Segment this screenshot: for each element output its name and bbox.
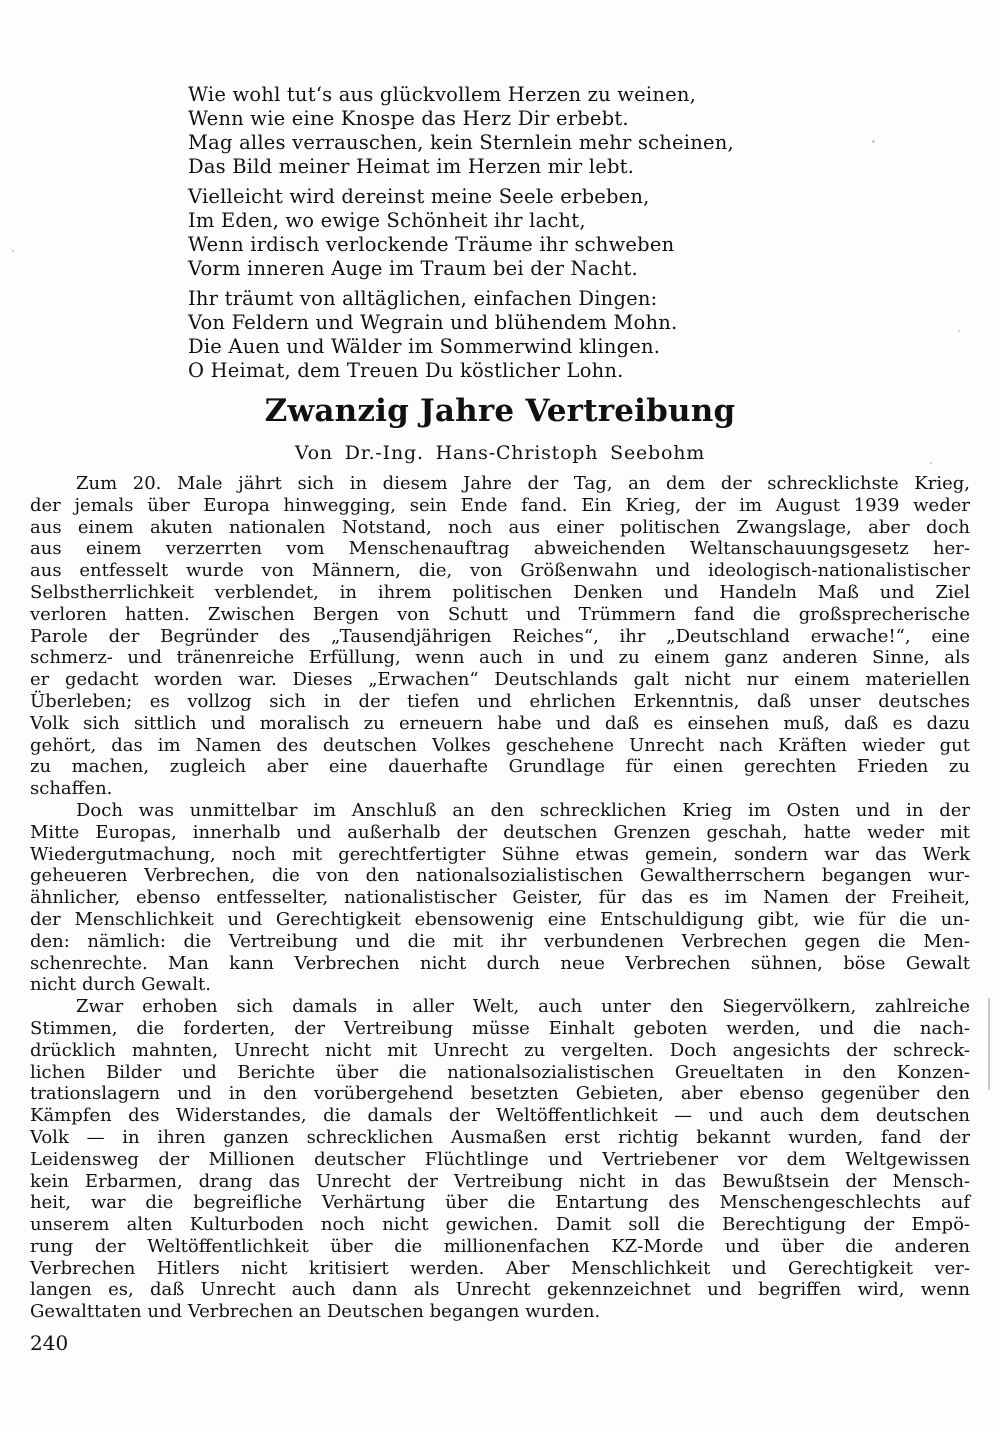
text-line: Zwar erhoben sich damals in aller Welt, auch unter den Siegervölkern, zahlreiche — [76, 996, 970, 1018]
text-line: nicht durch Gewalt. — [30, 974, 211, 996]
text-line: Überleben; es vollzog sich in der tiefen und ehrlichen Erkenntnis, daß unser deutsches — [30, 690, 970, 712]
text-line: Volk sich sittlich und moralisch zu erneuern habe und daß es einsehen muß, daß es dazu — [30, 712, 970, 734]
poem-stanza-1 — [188, 83, 970, 179]
scan-speck — [930, 462, 932, 464]
scan-artifact-line — [988, 998, 990, 1090]
text-line: kein Erbarmen, drang das Unrecht der Vertreibung nicht in das Bewußtsein der Mensch- — [30, 1170, 970, 1192]
page-number: 240 — [30, 1331, 69, 1356]
text-line: geheueren Verbrechen, die von den nationalsozialistischen Gewaltherrschern begangen wur- — [30, 865, 970, 887]
text-line: der jemals über Europa hinwegging, sein Ende fand. Ein Krieg, der im August 1939 weder — [30, 494, 970, 516]
text-line: Volk — in ihren ganzen schrecklichen Ausmaßen erst richtig bekannt wurden, fand der — [30, 1126, 970, 1148]
poem-line: Die Auen und Wälder im Sommerwind klingen. — [188, 335, 661, 358]
scan-speck — [12, 250, 14, 252]
poem-line: O Heimat, dem Treuen Du köstlicher Lohn. — [188, 359, 624, 382]
scan-speck — [872, 140, 875, 143]
article-body — [30, 473, 970, 1323]
article-title: Zwanzig Jahre Vertreibung — [264, 393, 736, 429]
poem-line: Wie wohl tut‘s aus glückvollem Herzen zu weinen, — [188, 83, 696, 106]
text-line: ähnlicher, ebenso entfesselter, nationalistischer Geister, für das es im Namen der Freiheit, — [30, 887, 970, 909]
poem-line: Von Feldern und Wegrain und blühendem Mohn. — [188, 311, 678, 334]
text-line: Verbrechen Hitlers nicht kritisiert werden. Aber Menschlichkeit und Gerechtigkeit ver- — [30, 1257, 970, 1279]
text-line: langen es, daß Unrecht auch dann als Unrecht gekennzeichnet und begriffen wird, wenn — [30, 1279, 970, 1301]
paragraph-2 — [30, 800, 970, 996]
poem-line: Ihr träumt von alltäglichen, einfachen Dingen: — [188, 287, 658, 310]
article-byline: Von Dr.-Ing. Hans-Christoph Seebohm — [294, 442, 706, 464]
poem-line: Wenn wie eine Knospe das Herz Dir erbebt. — [188, 107, 629, 130]
text-line: er gedacht worden war. Dieses „Erwachen“ Deutschlands galt nicht nur einem materiellen — [30, 669, 970, 691]
text-line: Zum 20. Male jährt sich in diesem Jahre der Tag, an dem der schrecklichste Krieg, — [76, 473, 970, 494]
text-line: trationslagern und in den vorübergehend besetzten Gebieten, aber ebenso gegenüber den — [30, 1083, 970, 1105]
text-line: Mitte Europas, innerhalb und außerhalb der deutschen Grenzen geschah, hatte weder mit — [30, 821, 970, 843]
text-line: Stimmen, die forderten, der Vertreibung müsse Einhalt geboten werden, und die nach- — [30, 1017, 970, 1039]
paragraph-1 — [30, 473, 970, 800]
poem-stanza-3 — [188, 287, 970, 383]
poem-line: Das Bild meiner Heimat im Herzen mir lebt. — [188, 155, 635, 178]
text-line: rung der Weltöffentlichkeit über die millionenfachen KZ-Morde und über die anderen — [30, 1235, 970, 1257]
text-line: aus entfesselt wurde von Männern, die, von Größenwahn und ideologisch-nationalistischer — [30, 560, 970, 582]
text-line: Gewalttaten und Verbrechen an Deutschen begangen wurden. — [30, 1301, 601, 1323]
poem-stanza-2 — [188, 185, 970, 281]
poem-line: Vorm inneren Auge im Traum bei der Nacht. — [188, 257, 638, 280]
text-line: lichen Bilder und Berichte über die nationalsozialistischen Greueltaten in den Konzen- — [30, 1061, 970, 1083]
poem-line: Vielleicht wird dereinst meine Seele erbeben, — [188, 185, 650, 208]
text-line: den: nämlich: die Vertreibung und die mit ihr verbundenen Verbrechen gegen die Men- — [30, 930, 970, 952]
text-line: der Menschlichkeit und Gerechtigkeit ebensowenig eine Entschuldigung gibt, wie für die un- — [30, 908, 970, 930]
text-line: aus einem verzerrten vom Menschenauftrag abweichenden Weltanschauungsgesetz her- — [30, 538, 970, 560]
text-line: Wiedergutmachung, noch mit gerechtfertigter Sühne etwas gemein, sondern war das Werk — [30, 843, 970, 865]
poem — [188, 83, 970, 383]
scan-speck — [958, 330, 960, 332]
text-line: zu machen, zugleich aber eine dauerhafte Grundlage für einen gerechten Frieden zu — [30, 756, 970, 778]
text-line: schaffen. — [30, 778, 113, 800]
text-line: Selbstherrlichkeit verblendet, in ihrem politischen Denken und Handeln Maß und Ziel — [30, 581, 970, 603]
text-line: aus einem akuten nationalen Notstand, noch aus einer politischen Zwangslage, aber doch — [30, 516, 970, 538]
paragraph-3 — [30, 996, 970, 1323]
poem-line: Mag alles verrauschen, kein Sternlein mehr scheinen, — [188, 131, 734, 154]
text-line: gehört, das im Namen des deutschen Volkes geschehene Unrecht nach Kräften wieder gut — [30, 734, 970, 756]
text-line: schenrechte. Man kann Verbrechen nicht durch neue Verbrechen sühnen, böse Gewalt — [30, 952, 970, 974]
text-line: heit, war die begreifliche Verhärtung über die Entartung des Menschengeschlechts auf — [30, 1192, 970, 1214]
text-line: schmerz- und tränenreiche Erfüllung, wenn auch in und zu einem ganz anderen Sinne, als — [30, 647, 970, 669]
text-line: unserem alten Kulturboden noch nicht gewichen. Damit soll die Berechtigung der Empö- — [30, 1214, 970, 1236]
text-line: verloren hatten. Zwischen Bergen von Schutt und Trümmern fand die großsprecherische — [30, 603, 970, 625]
text-line: Parole der Begründer des „Tausendjährigen Reiches“, ihr „Deutschland erwache!“, eine — [30, 625, 970, 647]
text-line: drücklich mahnten, Unrecht nicht mit Unrecht zu vergelten. Doch angesichts der schreck- — [30, 1039, 970, 1061]
text-line: Doch was unmittelbar im Anschluß an den schrecklichen Krieg im Osten und in der — [76, 799, 970, 821]
text-line: Kämpfen des Widerstandes, die damals der Weltöffentlichkeit — und auch dem deutschen — [30, 1105, 970, 1127]
text-line: Leidensweg der Millionen deutscher Flüchtlinge und Vertriebener vor dem Weltgewissen — [30, 1148, 970, 1170]
poem-line: Wenn irdisch verlockende Träume ihr schweben — [188, 233, 675, 256]
poem-line: Im Eden, wo ewige Schönheit ihr lacht, — [188, 209, 586, 232]
